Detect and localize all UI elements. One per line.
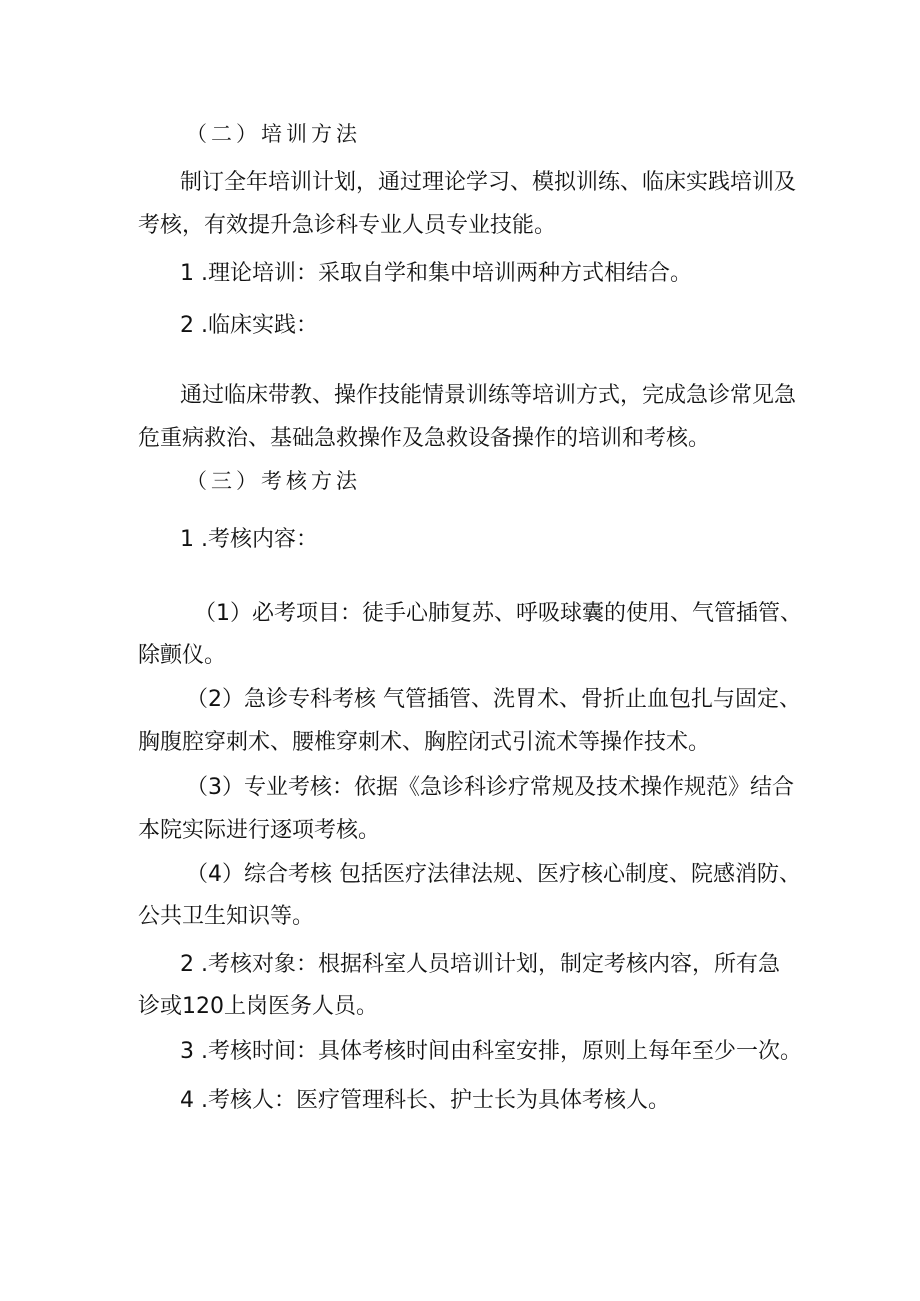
paragraph-line: 危重病救治、基础急救操作及急救设备操作的培训和考核。 <box>138 426 711 451</box>
section-heading-assessment-methods: （三）考核方法 <box>186 469 361 493</box>
sub-item-emergency-specialty: （2）急诊专科考核 气管插管、洗胃术、骨折止血包扎与固定、 <box>186 687 801 712</box>
list-item-assessment-time: 3 .考核时间：具体考核时间由科室安排，原则上每年至少一次。 <box>180 1039 802 1064</box>
list-item-clinical-practice: 2 .临床实践： <box>180 313 318 338</box>
section-heading-training-methods: （二）培训方法 <box>186 122 361 146</box>
list-item-assessment-targets: 2 .考核对象：根据科室人员培训计划，制定考核内容，所有急 <box>180 952 780 977</box>
sub-item-required-items: （1）必考项目：徒手心肺复苏、呼吸球囊的使用、气管插管、 <box>194 601 802 626</box>
sub-item-comprehensive-assessment: （4）综合考核 包括医疗法律法规、医疗核心制度、院感消防、 <box>186 862 801 887</box>
list-item-theory-training: 1 .理论培训：采取自学和集中培训两种方式相结合。 <box>180 261 692 286</box>
paragraph-line: 制订全年培训计划，通过理论学习、模拟训练、临床实践培训及 <box>180 170 797 195</box>
sub-item-required-items-cont: 除颤仪。 <box>138 643 227 668</box>
sub-item-professional-assessment-cont: 本院实际进行逐项考核。 <box>138 818 381 843</box>
list-item-assessment-targets-cont: 诊或120上岗医务人员。 <box>138 994 378 1019</box>
paragraph-line: 考核，有效提升急诊科专业人员专业技能。 <box>138 213 557 238</box>
list-item-assessors: 4 .考核人：医疗管理科长、护士长为具体考核人。 <box>180 1088 670 1113</box>
list-item-assessment-content: 1 .考核内容： <box>180 527 318 552</box>
paragraph-line: 通过临床带教、操作技能情景训练等培训方式，完成急诊常见急 <box>180 383 797 408</box>
sub-item-professional-assessment: （3）专业考核：依据《急诊科诊疗常规及技术操作规范》结合 <box>186 775 794 800</box>
sub-item-emergency-specialty-cont: 胸腹腔穿刺术、腰椎穿刺术、胸腔闭式引流术等操作技术。 <box>138 730 711 755</box>
sub-item-comprehensive-assessment-cont: 公共卫生知识等。 <box>138 904 315 929</box>
